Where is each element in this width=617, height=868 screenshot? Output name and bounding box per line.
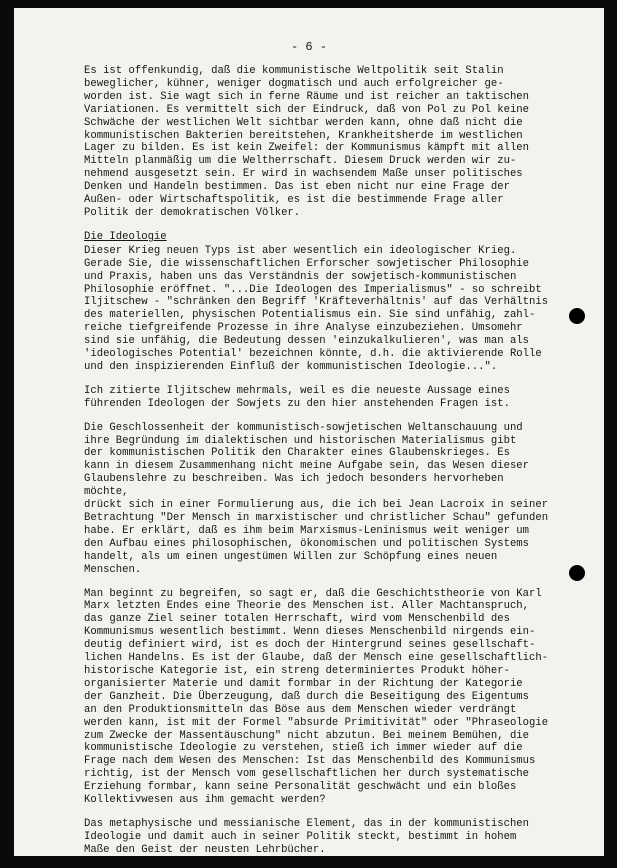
page-number: - 6 - — [290, 40, 327, 54]
document-page — [14, 8, 604, 856]
paragraph-2: Dieser Krieg neuen Typs ist aber wesentlich ein ideologischer Krieg. Gerade Sie, die wissenschaftlichen Erforscher sowjetischer Philosophie und Praxis, haben uns das Verständnis der sowjetisch-kommunistischen Philosophie eröffnet. "...Die Ideologen des Imperialismus" - so schreibt Iljitschew - "schränken den Begriff 'Kräfteverhältnis' auf das Verhältnis des materiellen, physischen Potentialismus ein. Sie sind unfähig, zahl- reiche tiefgreifende Prozesse in ihre Analyse einzubeziehen. Umsomehr sind sie unfähig, die Bedeutung dessen 'einzukalkulieren', was man als 'ideologisches Potential' bezeichnen könnte, d.h. die aktivierende Rolle und den inspizierenden Einfluß der kommunistischen Ideologie...". — [84, 244, 549, 373]
paragraph-4: Die Geschlossenheit der kommunistisch-sowjetischen Weltanschauung und ihre Begründung im dialektischen und historischen Materialismus gibt der kommunistischen Politik den Charakter eines Glaubenskrieges. Es kann in diesem Zusammenhang nicht meine Aufgabe sein, das Wesen dieser Glaubenslehre zu beschreiben. Was ich jedoch besonders hervorheben möchte, drückt sich in einer Formulierung aus, die ich bei Jean Lacroix in seiner Betrachtung "Der Mensch in marxistischer und christlicher Schau" gefunden habe. Er erklärt, daß es ihm beim Marxismus-Leninismus weit weniger um den Aufbau eines philosophischen, ökonomischen und politischen Systems handelt, als um einen ungestümen Willen zur Schöpfung eines neuen Menschen. — [84, 421, 549, 576]
paragraph-5: Man beginnt zu begreifen, so sagt er, daß die Geschichtstheorie von Karl Marx letzten Endes eine Theorie des Menschen ist. Aller Machtanspruch, das ganze Ziel seiner totalen Herrschaft, wird vom Menschenbild des Kommunismus wesentlich bestimmt. Wenn dieses Menschenbild nirgends ein- deutig definiert wird, ist es doch der Hintergrund seines gesellschaft- lichen Handelns. Es ist der Glaube, daß der Mensch eine gesellschaftlich- historische Kategorie ist, ein streng determiniertes Produkt höher- organisierter Materie und damit formbar in der Richtung der Kategorie der Ganzheit. Die Überzeugung, daß durch die Beseitigung des Eigentums an den Produktionsmitteln das Böse aus dem Menschen wieder verdrängt werden kann, ist mit der Formel "absurde Primitivität" oder "Phraseologie zum Zwecke der Massentäuschung" nicht abzutun. Bei meinem Bemühen, die kommunistische Ideologie zu verstehen, stieß ich immer wieder auf die Frage nach dem Wesen des Menschen: Ist das Menschenbild des Kommunismus richtig, ist der Mensch vom gesellschaftlichen her durch systematische Erziehung formbar, kann seine Personalität geschwächt und ein bloßes Kollektivwesen aus ihm gemacht werden? — [84, 587, 549, 807]
punch-hole-top — [569, 308, 585, 324]
punch-hole-bottom — [569, 565, 585, 581]
body-text — [84, 65, 554, 868]
section-heading: Die Ideologie — [84, 230, 167, 243]
paragraph-3: Ich zitierte Iljitschew mehrmals, weil es die neueste Aussage eines führenden Ideologen der Sowjets zu den hier anstehenden Fragen ist. — [84, 384, 510, 410]
paragraph-6: Das metaphysische und messianische Element, das in der kommunistischen Ideologie und damit auch in seiner Politik steckt, bestimmt in hohem Maße den Geist der neusten Lehrbücher. — [84, 817, 530, 856]
paragraph-1: Es ist offenkundig, daß die kommunistische Weltpolitik seit Stalin beweglicher, kühner, weniger dogmatisch und auch erfolgreicher ge- worden ist. Sie wagt sich in ferne Räume und ist reicher an taktischen Variationen. Es vermittelt sich der Eindruck, daß von Pol zu Pol keine Schwäche der westlichen Welt sichtbar werden kann, ohne daß nicht die kommunistischen Bakterien bereitstehen, Krankheitsherde im westlichen Lager zu bilden. Es ist kein Zweifel: der Kommunismus kämpft mit allen Mitteln planmäßig um die Weltherrschaft. Diesem Druck werden wir zu- nehmend ausgesetzt sein. Er wird in wachsendem Maße unser politisches Denken und Handeln bestimmen. Das ist eben nicht nur eine Frage der Außen- oder Wirtschaftspolitik, es ist die bestimmende Frage aller Politik der demokratischen Völker. — [84, 65, 530, 219]
